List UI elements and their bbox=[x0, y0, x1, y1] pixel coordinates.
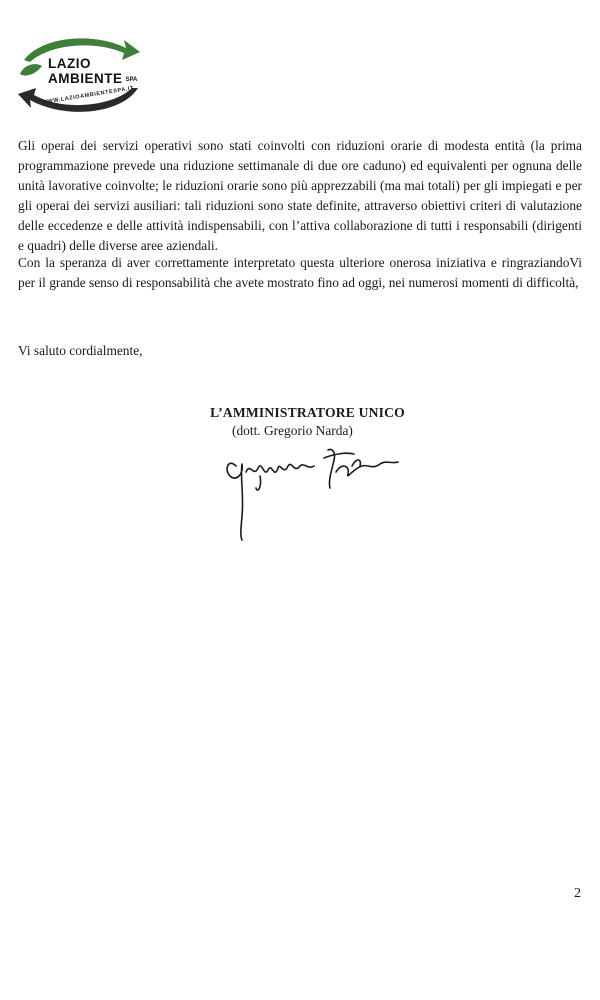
logo-spa-suffix: SPA bbox=[125, 77, 138, 83]
handwritten-signature bbox=[222, 436, 402, 546]
paragraph-operai: Gli operai dei servizi operativi sono stati coinvolti con riduzioni orarie di modesta entità (la prima programmazione prevede una riduzione settimanale di due ore caduno) ed equivalenti per ognuna delle unità lavorative coinvolte; le riduzioni orarie sono più apprezzabili (ma mai totali) per gli impiegati e per gli operai dei servizi ausiliari: tali riduzioni sono state definite, attraverso obiettivi criteri di valutazione delle eccedenze e delle attività indispensabili, con l’attiva collaborazione di tutti i responsabili (dirigenti e quadri) delle diverse aree aziendali. bbox=[18, 138, 582, 253]
signatory-title: L’AMMINISTRATORE UNICO bbox=[210, 405, 405, 420]
paragraph-ringraziamento: Con la speranza di aver correttamente interpretato questa ulteriore onerosa iniziativa e ringraziandoVi per il grande senso di responsabilità che avete mostrato fino ad oggi, nei numerosi momenti di difficoltà, bbox=[18, 255, 582, 290]
logo-url: WWW.LAZIOAMBIENTESPA.IT bbox=[41, 85, 135, 106]
company-logo bbox=[14, 30, 144, 122]
closing-greeting: Vi saluto cordialmente, bbox=[18, 343, 143, 358]
logo-wordmark-line2 bbox=[48, 71, 137, 86]
page-number: 2 bbox=[574, 886, 581, 901]
logo-wordmark-line1: LAZIO bbox=[48, 56, 91, 71]
logo-wordmark-ambiente: AMBIENTE bbox=[48, 71, 123, 86]
signatory-name: (dott. Gregorio Narda) bbox=[232, 423, 353, 438]
